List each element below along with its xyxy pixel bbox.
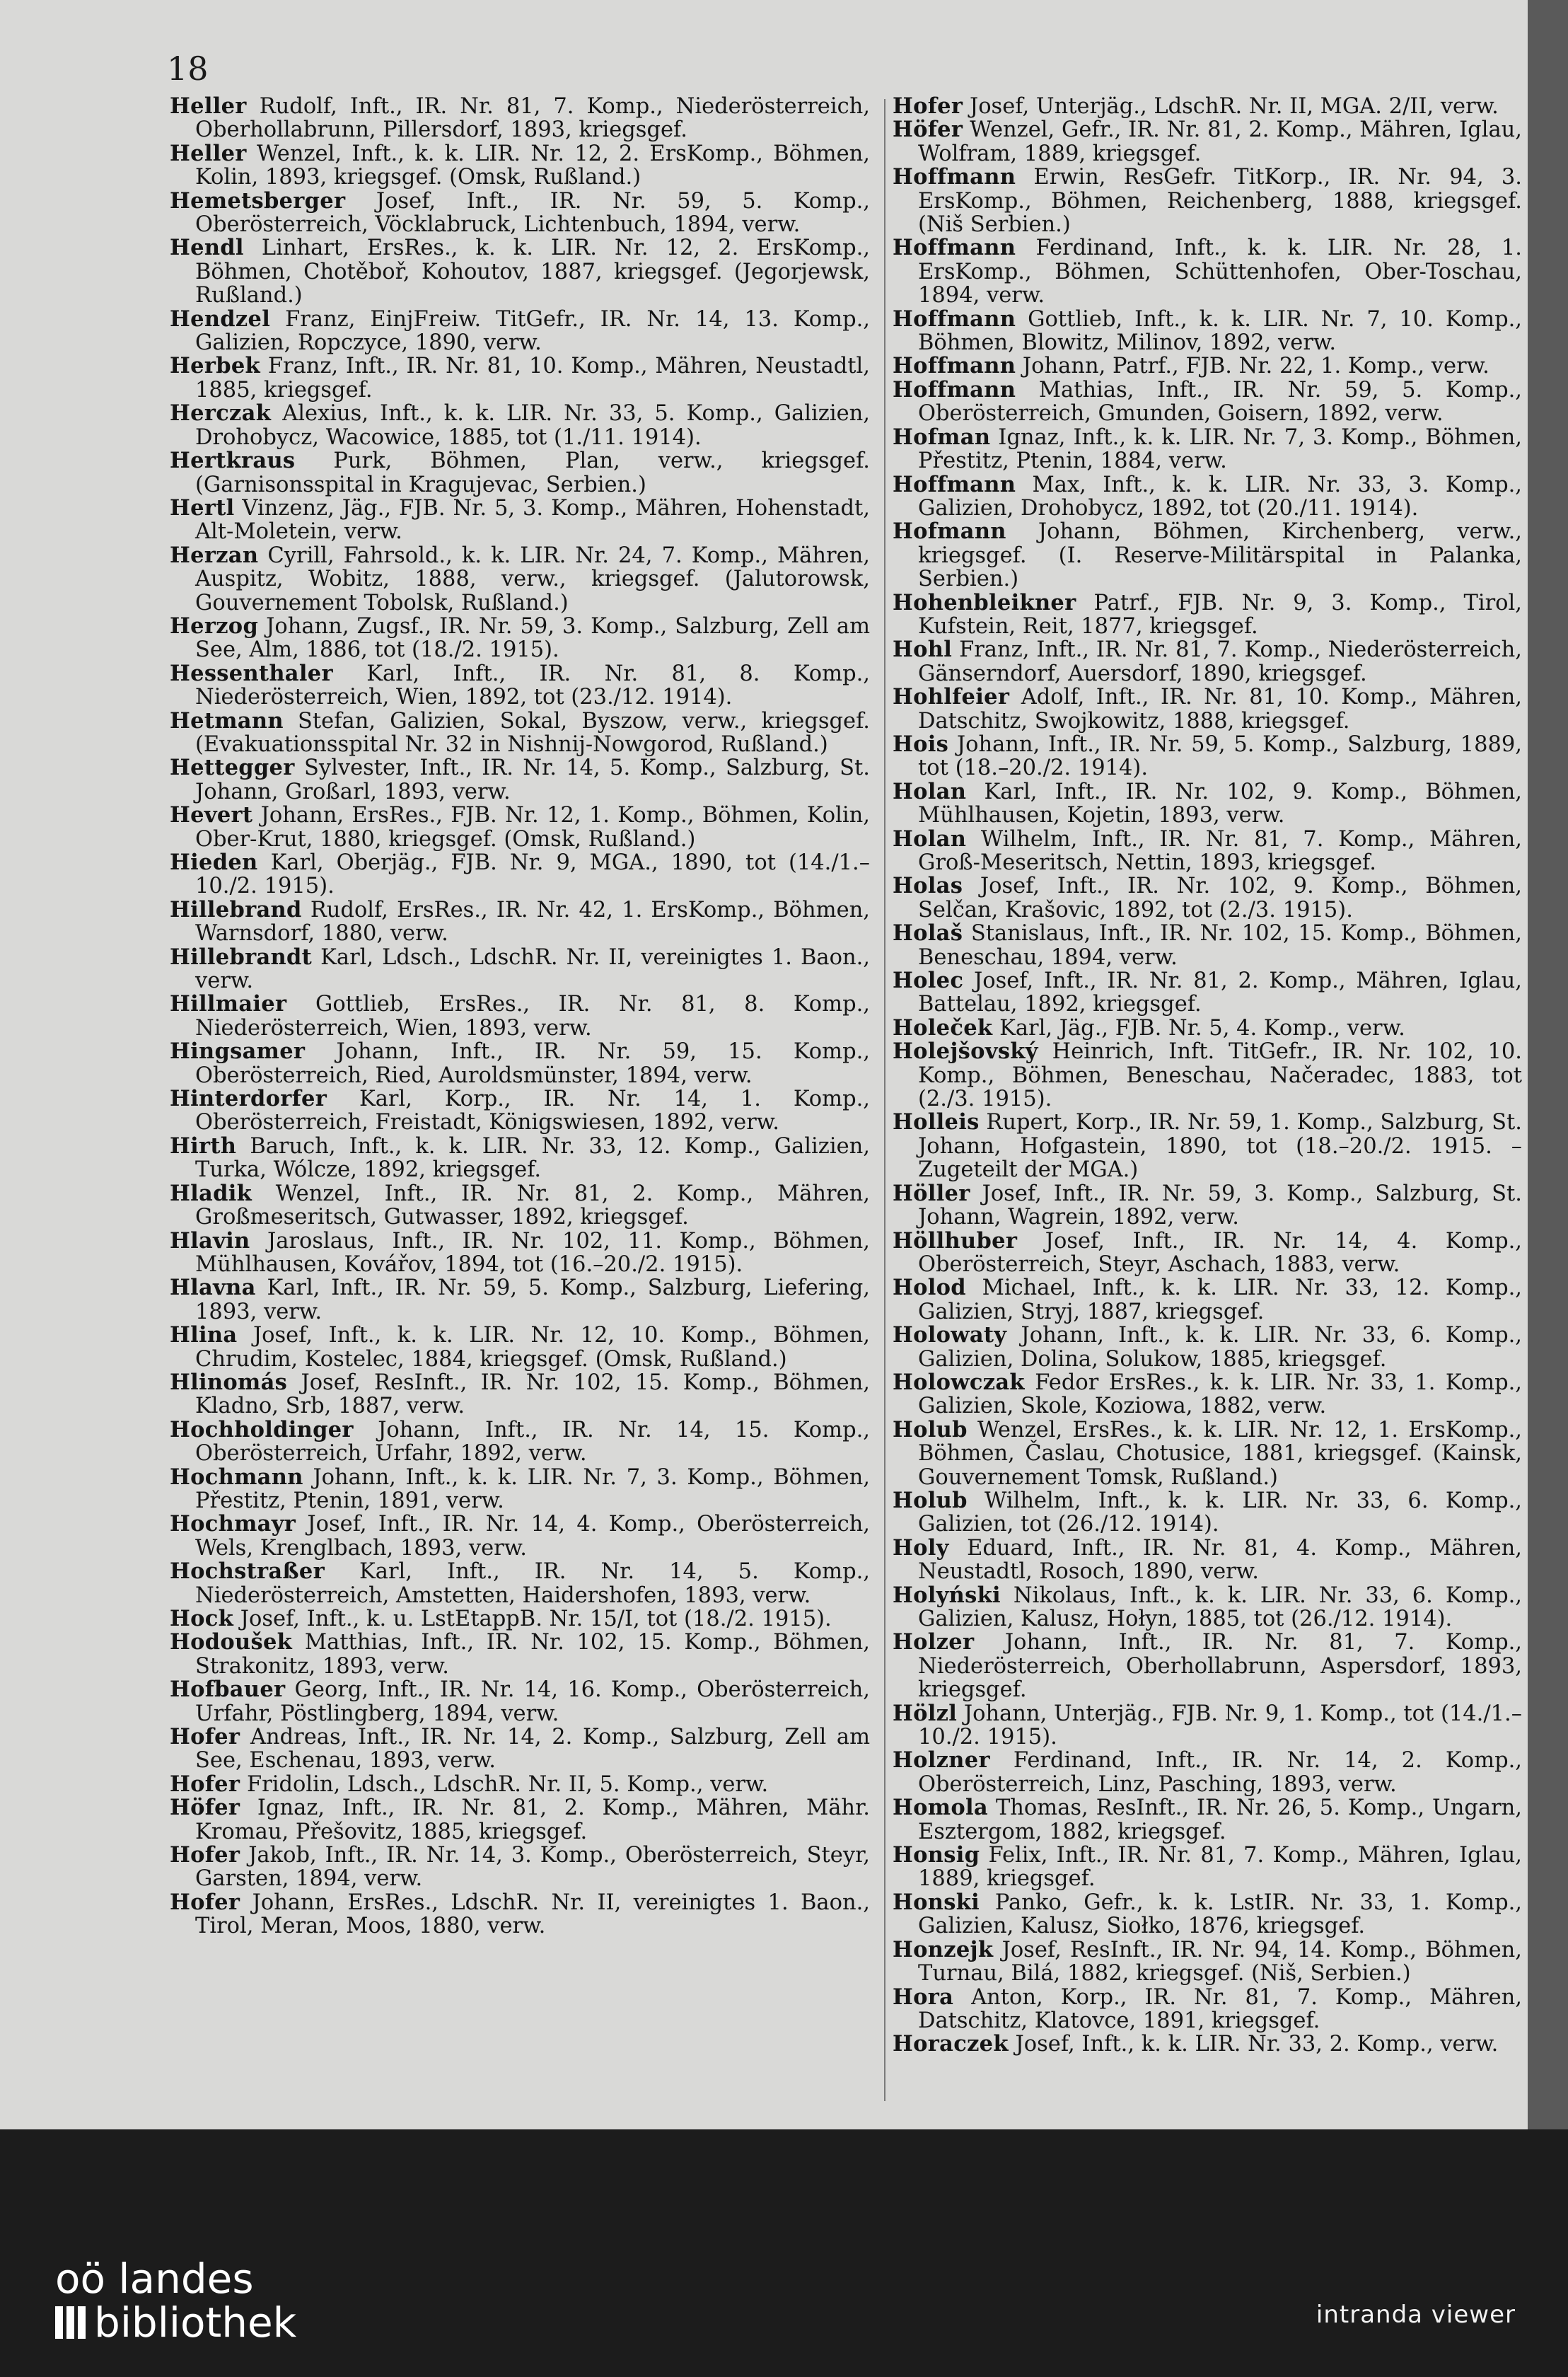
entry-details: Cyrill, Fahrsold., k. k. LIR. Nr. 24, 7. Komp., Mähren, Auspitz, Wobitz, 1888, verw., kriegsgef. (Jalutorowsk, Gouvernement Tobolsk, Rußland.) — [195, 543, 870, 615]
library-logo[interactable] — [55, 2255, 297, 2347]
entry-details: Josef, ResInft., IR. Nr. 102, 15. Komp., Böhmen, Kladno, Srb, 1887, verw. — [195, 1370, 870, 1419]
list-item — [170, 804, 870, 851]
list-item — [170, 1773, 870, 1796]
list-item — [170, 187, 871, 238]
list-item — [170, 851, 870, 898]
list-item — [170, 1844, 870, 1891]
entry-surname: Heller — [170, 140, 247, 166]
list-item — [893, 591, 1522, 639]
list-item — [893, 1584, 1522, 1631]
entry-surname: Hirth — [170, 1133, 237, 1159]
entry-surname: Hlavin — [170, 1227, 250, 1254]
entry-details: Ferdinand, Inft., k. k. LIR. Nr. 28, 1. ErsKomp., Böhmen, Schüttenhofen, Ober-Toschau, 1894, verw. — [918, 236, 1522, 308]
list-item — [170, 1466, 870, 1513]
entry-details: Johann, ErsRes., LdschR. Nr. II, vereinigtes 1. Baon., Tirol, Meran, Moos, 1880, verw. — [195, 1890, 870, 1939]
entry-details: Josef, Inft., k. u. LstEtappB. Nr. 15/I, tot (18./2. 1915). — [240, 1607, 832, 1631]
entry-surname: Hoffmann — [893, 235, 1016, 261]
list-item — [893, 969, 1522, 1017]
entry-details: Wenzel, Inft., IR. Nr. 81, 2. Komp., Mähren, Großmeseritsch, Gutwasser, 1892, kriegsgef. — [195, 1181, 870, 1230]
list-item — [170, 946, 870, 993]
entry-details: Josef, Inft., IR. Nr. 102, 9. Komp., Böhmen, Selčan, Krašovic, 1892, tot (2./3. 1915). — [918, 874, 1523, 923]
list-item — [893, 1111, 1522, 1181]
entry-details: Wilhelm, Inft., k. k. LIR. Nr. 33, 6. Komp., Galizien, tot (26./12. 1914). — [918, 1488, 1522, 1537]
entry-surname: Hölzl — [893, 1700, 958, 1726]
entry-details: Heinrich, Inft. TitGefr., IR. Nr. 102, 10. Komp., Böhmen, Beneschau, Načeradec, 1883, tot (2./3. 1915). — [918, 1039, 1522, 1112]
entry-details: Johann, ErsRes., FJB. Nr. 12, 1. Komp., Böhmen, Kolin, Ober-Krut, 1880, kriegsgef. (Omsk, Rußland.) — [195, 803, 870, 852]
entry-surname: Hofer — [893, 93, 963, 119]
list-item — [893, 1938, 1522, 1986]
entry-details: Josef, Inft., IR. Nr. 14, 4. Komp., Oberösterreich, Wels, Krenglbach, 1893, verw. — [195, 1512, 870, 1561]
entry-surname: Höfer — [893, 117, 963, 143]
entry-surname: Höllhuber — [893, 1227, 1018, 1254]
entry-details: Johann, Böhmen, Kirchenberg, verw., kriegsgef. (I. Reserve-Militärspital in Palanka, Serbien.) — [918, 519, 1522, 592]
entry-details: Ignaz, Inft., IR. Nr. 81, 2. Komp., Mähren, Mähr. Kromau, Přešovitz, 1885, kriegsgef. — [195, 1795, 870, 1844]
entry-surname: Hofer — [170, 1771, 240, 1797]
entry-details: Alexius, Inft., k. k. LIR. Nr. 33, 5. Komp., Galizien, Drohobycz, Wacowice, 1885, tot (1./11. 1914). — [195, 401, 870, 450]
entry-surname: Hillmaier — [170, 991, 287, 1017]
list-item — [170, 1678, 870, 1725]
entry-details: Andreas, Inft., IR. Nr. 14, 2. Komp., Salzburg, Zell am See, Eschenau, 1893, verw. — [195, 1725, 870, 1774]
entry-details: Anton, Korp., IR. Nr. 81, 7. Komp., Mähren, Datschitz, Klatovce, 1891, kriegsgef. — [918, 1984, 1522, 2033]
entry-surname: Hillebrandt — [170, 944, 313, 970]
entry-details: Jaroslaus, Inft., IR. Nr. 102, 11. Komp., Böhmen, Mühlhausen, Kovářov, 1894, tot (16.–20./2. 1915). — [195, 1228, 870, 1277]
entry-surname: Holod — [893, 1275, 966, 1301]
list-item — [170, 1513, 870, 1560]
entry-surname: Hingsamer — [170, 1039, 306, 1065]
entry-surname: Hessenthaler — [170, 660, 333, 686]
entry-details: Josef, Inft., IR. Nr. 59, 3. Komp., Salzburg, St. Johann, Wagrein, 1892, verw. — [918, 1181, 1522, 1230]
entry-details: Thomas, ResInft., IR. Nr. 26, 5. Komp., Ungarn, Esztergom, 1882, kriegsgef. — [918, 1795, 1522, 1844]
list-item — [893, 1891, 1522, 1938]
entry-details: Wenzel, Inft., k. k. LIR. Nr. 12, 2. ErsKomp., Böhmen, Kolin, 1893, kriegsgef. (Omsk, Rußland.) — [195, 141, 870, 190]
entry-details: Ignaz, Inft., k. k. LIR. Nr. 7, 3. Komp., Böhmen, Přestitz, Ptenin, 1884, verw. — [918, 424, 1522, 474]
entry-surname: Hofer — [170, 1724, 240, 1750]
entry-surname: Hochmayr — [170, 1511, 296, 1537]
entry-surname: Hochholdinger — [170, 1416, 354, 1442]
list-item — [893, 236, 1522, 307]
entry-surname: Hora — [893, 1984, 954, 2010]
entry-details: Josef, Inft., k. k. LIR. Nr. 12, 10. Komp., Böhmen, Chrudim, Kostelec, 1884, kriegsgef. (Omsk, Rußland.) — [195, 1323, 870, 1372]
entry-details: Vinzenz, Jäg., FJB. Nr. 5, 3. Komp., Mähren, Hohenstadt, Alt-Moletein, verw. — [195, 495, 870, 545]
entry-details: Johann, Inft., k. k. LIR. Nr. 33, 6. Komp., Galizien, Dolina, Solukow, 1885, kriegsgef. — [918, 1323, 1522, 1372]
list-item — [170, 1135, 870, 1182]
list-item — [170, 1725, 870, 1773]
entry-details: Josef, Inft., k. k. LIR. Nr. 33, 2. Komp., verw. — [1015, 2032, 1499, 2057]
entry-details: Matthias, Inft., IR. Nr. 102, 15. Komp., Böhmen, Strakonitz, 1893, verw. — [195, 1630, 870, 1679]
entry-details: Josef, Unterjäg., LdschR. Nr. II, MGA. 2/II, verw. — [969, 94, 1499, 119]
list-item — [893, 378, 1522, 426]
entry-details: Purk, Böhmen, Plan, verw., kriegsgef. (Garnisonsspital in Kragujevac, Serbien.) — [195, 449, 870, 497]
entry-details: Fridolin, Ldsch., LdschR. Nr. II, 5. Komp., verw. — [246, 1771, 769, 1797]
list-item — [893, 95, 1522, 118]
entry-surname: Hendzel — [170, 306, 271, 332]
entry-details: Johann, Zugsf., IR. Nr. 59, 3. Komp., Salzburg, Zell am See, Alm, 1886, tot (18./2. 1915). — [195, 613, 870, 663]
entry-surname: Hladik — [170, 1180, 252, 1206]
entry-details: Michael, Inft., k. k. LIR. Nr. 33, 12. Komp., Galizien, Stryj, 1887, kriegsgef. — [918, 1276, 1522, 1324]
entry-surname: Hoffmann — [893, 471, 1016, 497]
entry-details: Karl, Korp., IR. Nr. 14, 1. Komp., Oberösterreich, Freistadt, Königswiesen, 1892, verw. — [195, 1087, 870, 1135]
list-item — [893, 1182, 1522, 1230]
list-item — [893, 1796, 1522, 1844]
entry-details: Josef, Inft., IR. Nr. 81, 2. Komp., Mähren, Iglau, Battelau, 1892, kriegsgef. — [918, 968, 1522, 1017]
entry-details: Jakob, Inft., IR. Nr. 14, 3. Komp., Oberösterreich, Steyr, Garsten, 1894, verw. — [195, 1843, 870, 1892]
list-item — [893, 1324, 1522, 1371]
entry-details: Erwin, ResGefr. TitKorp., IR. Nr. 94, 3. ErsKomp., Böhmen, Reichenberg, 1888, kriegsgef. (Niš Serbien.) — [918, 165, 1522, 238]
logo-line-2 — [55, 2298, 297, 2347]
list-item — [170, 1631, 870, 1678]
list-item — [170, 1371, 870, 1418]
entry-details: Rupert, Korp., IR. Nr. 59, 1. Komp., Salzburg, St. Johann, Hofgastein, 1890, tot (18.–20./2. 1915. – Zugeteilt der MGA.) — [918, 1110, 1523, 1183]
entry-details: Franz, Inft., IR. Nr. 81, 10. Komp., Mähren, Neustadtl, 1885, kriegsgef. — [195, 354, 870, 403]
entry-details: Gottlieb, Inft., k. k. LIR. Nr. 7, 10. Komp., Böhmen, Blowitz, Milinov, 1892, verw. — [918, 306, 1523, 356]
list-item — [893, 1227, 1522, 1277]
entry-surname: Hoffmann — [893, 306, 1016, 332]
list-item — [893, 1749, 1522, 1796]
entry-details: Fedor ErsRes., k. k. LIR. Nr. 33, 1. Komp., Galizien, Skole, Koziowa, 1882, verw. — [918, 1370, 1522, 1419]
entry-details: Panko, Gefr., k. k. LstIR. Nr. 33, 1. Komp., Galizien, Kalusz, Siołko, 1876, kriegsgef. — [918, 1890, 1522, 1939]
entry-details: Karl, Inft., IR. Nr. 102, 9. Komp., Böhmen, Mühlhausen, Kojetin, 1893, verw. — [918, 779, 1522, 828]
entry-surname: Holan — [893, 778, 967, 804]
entry-surname: Holzner — [893, 1747, 990, 1774]
list-item — [170, 354, 870, 402]
entry-details: Johann, Unterjäg., FJB. Nr. 9, 1. Komp., tot (14./1.–10./2. 1915). — [918, 1701, 1522, 1750]
entry-surname: Holub — [893, 1416, 968, 1442]
list-item — [893, 1844, 1522, 1891]
entry-surname: Horaczek — [893, 2031, 1009, 2057]
entry-details: Karl, Inft., IR. Nr. 59, 5. Komp., Salzburg, Liefering, 1893, verw. — [195, 1276, 870, 1324]
list-item — [170, 615, 870, 662]
entry-surname: Hochstraßer — [170, 1558, 325, 1585]
entry-surname: Honski — [893, 1889, 980, 1915]
entry-details: Georg, Inft., IR. Nr. 14, 16. Komp., Oberösterreich, Urfahr, Pöstlingberg, 1894, verw. — [195, 1677, 870, 1726]
entry-surname: Holowczak — [893, 1369, 1025, 1395]
list-item — [170, 662, 870, 710]
entry-surname: Herzan — [170, 542, 259, 568]
entry-surname: Hois — [893, 731, 949, 757]
entry-surname: Holaš — [893, 920, 963, 947]
entry-surname: Heller — [170, 93, 247, 119]
entry-surname: Hofman — [893, 424, 991, 450]
list-item — [170, 707, 870, 757]
entry-surname: Herbek — [170, 353, 260, 379]
entry-details: Mathias, Inft., IR. Nr. 59, 5. Komp., Oberösterreich, Gmunden, Goisern, 1892, verw. — [918, 377, 1522, 427]
entry-details: Karl, Ldsch., LdschR. Nr. II, vereinigtes 1. Baon., verw. — [195, 944, 870, 994]
entry-surname: Holec — [893, 968, 964, 994]
list-item — [893, 1986, 1522, 2033]
list-item — [893, 118, 1522, 166]
list-item — [893, 166, 1522, 236]
entry-surname: Hodoušek — [170, 1629, 293, 1655]
list-item — [170, 1227, 870, 1277]
entry-details: Franz, Inft., IR. Nr. 81, 7. Komp., Niederösterreich, Gänserndorf, Auersdorf, 1890, kriegsgef. — [918, 637, 1522, 686]
entry-details: Linhart, ErsRes., k. k. LIR. Nr. 12, 2. ErsKomp., Böhmen, Chotěboř, Kohoutov, 1887, kriegsgef. (Jegorjewsk, Rußland.) — [195, 236, 870, 308]
entry-surname: Höller — [893, 1180, 970, 1206]
logo-line-2-text: bibliothek — [94, 2298, 297, 2347]
list-item — [893, 1418, 1522, 1489]
entry-surname: Herczak — [170, 400, 272, 427]
entry-surname: Holejšovský — [893, 1039, 1038, 1065]
column-divider — [884, 99, 885, 2101]
entry-surname: Hlina — [170, 1322, 238, 1348]
entry-surname: Homola — [893, 1795, 988, 1821]
logo-line-1: oö landes — [55, 2255, 254, 2303]
list-item — [170, 308, 870, 355]
list-item — [170, 898, 870, 946]
entry-surname: Hoffmann — [893, 376, 1016, 403]
list-item — [893, 520, 1522, 591]
list-item — [893, 638, 1522, 686]
entry-surname: Hofmann — [893, 519, 1006, 545]
list-item — [170, 544, 870, 615]
entry-surname: Holan — [893, 826, 967, 852]
entry-details: Karl, Jäg., FJB. Nr. 5, 4. Komp., verw. — [999, 1015, 1405, 1041]
list-item — [893, 2032, 1522, 2056]
entry-details: Josef, Inft., IR. Nr. 59, 5. Komp., Oberösterreich, Vöcklabruck, Lichtenbuch, 1894, verw. — [195, 188, 871, 238]
list-item — [893, 1040, 1522, 1111]
adjacent-page-edge — [1528, 0, 1568, 2129]
entry-details: Nikolaus, Inft., k. k. LIR. Nr. 33, 6. Komp., Galizien, Kalusz, Hołyn, 1885, tot (26./12. 1914). — [918, 1583, 1522, 1631]
entry-details: Patrf., FJB. Nr. 9, 3. Komp., Tirol, Kufstein, Reit, 1877, kriegsgef. — [918, 590, 1522, 639]
list-item — [170, 1560, 870, 1607]
list-item — [893, 1534, 1522, 1585]
entry-surname: Holeček — [893, 1014, 993, 1041]
entry-surname: Herzog — [170, 613, 259, 639]
list-item — [893, 473, 1522, 521]
entry-surname: Hetmann — [170, 707, 284, 734]
entry-surname: Hochmann — [170, 1464, 303, 1490]
entry-surname: Holzer — [893, 1629, 975, 1655]
entry-surname: Holyński — [893, 1582, 1001, 1608]
list-item — [170, 142, 870, 190]
entry-surname: Hohlfeier — [893, 684, 1010, 710]
list-item — [170, 1040, 870, 1087]
entry-details: Baruch, Inft., k. k. LIR. Nr. 33, 12. Komp., Galizien, Turka, Wólcze, 1892, kriegsgef. — [195, 1133, 870, 1183]
entry-details: Josef, ResInft., IR. Nr. 94, 14. Komp., Böhmen, Turnau, Bilá, 1882, kriegsgef. (Niš, Serbien.) — [918, 1937, 1522, 1986]
entry-surname: Hohenbleikner — [893, 589, 1076, 615]
entry-details: Karl, Inft., IR. Nr. 81, 8. Komp., Niederösterreich, Wien, 1892, tot (23./12. 1914). — [195, 661, 870, 710]
entry-surname: Hettegger — [170, 755, 295, 781]
entry-surname: Hofer — [170, 1842, 240, 1868]
list-item — [170, 993, 870, 1040]
entry-details: Ferdinand, Inft., IR. Nr. 14, 2. Komp., Oberösterreich, Linz, Pasching, 1893, verw. — [918, 1748, 1522, 1797]
entry-surname: Hertl — [170, 495, 235, 521]
entry-surname: Hofer — [170, 1889, 240, 1915]
viewer-brand-label: intranda viewer — [1316, 2301, 1516, 2329]
right-column — [893, 95, 1522, 2057]
entry-details: Max, Inft., k. k. LIR. Nr. 33, 3. Komp., Galizien, Drohobycz, 1892, tot (20./11. 1914). — [918, 472, 1522, 521]
entry-details: Josef, Inft., IR. Nr. 14, 4. Komp., Oberösterreich, Steyr, Aschach, 1883, verw. — [918, 1228, 1522, 1277]
list-item — [893, 1276, 1522, 1324]
list-item — [893, 733, 1522, 780]
entry-surname: Hock — [170, 1606, 234, 1631]
entry-surname: Hillebrand — [170, 896, 302, 923]
entry-surname: Hofbauer — [170, 1677, 286, 1703]
entry-surname: Holub — [893, 1487, 968, 1513]
list-item — [893, 1702, 1522, 1750]
entry-details: Stanislaus, Inft., IR. Nr. 102, 15. Komp., Böhmen, Beneschau, 1894, verw. — [918, 921, 1522, 970]
entry-details: Johann, Inft., IR. Nr. 59, 5. Komp., Salzburg, 1889, tot (18.–20./2. 1914). — [918, 731, 1522, 781]
list-item — [170, 497, 870, 544]
list-item — [893, 308, 1522, 355]
entry-details: Rudolf, ErsRes., IR. Nr. 42, 1. ErsKomp., Böhmen, Warnsdorf, 1880, verw. — [195, 897, 870, 947]
entry-details: Wilhelm, Inft., IR. Nr. 81, 7. Komp., Mähren, Groß-Meseritsch, Nettin, 1893, kriegsgef. — [918, 826, 1522, 875]
entry-details: Stefan, Galizien, Sokal, Byszow, verw., kriegsgef. (Evakuationsspital Nr. 32 in Nishnij-Nowgorod, Rußland.) — [195, 708, 870, 757]
list-item — [893, 686, 1522, 733]
list-item — [170, 1607, 870, 1631]
entry-details: Johann, Inft., IR. Nr. 14, 15. Komp., Oberösterreich, Urfahr, 1892, verw. — [195, 1417, 870, 1467]
list-item — [170, 449, 870, 497]
page-number: 18 — [167, 50, 209, 88]
list-item — [170, 1891, 870, 1938]
list-item — [893, 828, 1522, 875]
entry-surname: Honsig — [893, 1842, 980, 1868]
entry-details: Wenzel, Gefr., IR. Nr. 81, 2. Komp., Mähren, Iglau, Wolfram, 1889, kriegsgef. — [918, 117, 1522, 166]
list-item — [170, 402, 870, 449]
list-item — [893, 1489, 1522, 1537]
entry-details: Karl, Inft., IR. Nr. 14, 5. Komp., Niederösterreich, Amstetten, Haidershofen, 1893, verw. — [195, 1559, 870, 1608]
entry-details: Eduard, Inft., IR. Nr. 81, 4. Komp., Mähren, Neustadtl, Rosoch, 1890, verw. — [918, 1535, 1522, 1585]
entry-surname: Hlinomás — [170, 1369, 288, 1395]
entry-details: Rudolf, Inft., IR. Nr. 81, 7. Komp., Niederösterreich, Oberhollabrunn, Pillersdorf, 1893, kriegsgef. — [195, 94, 870, 143]
list-item — [170, 1182, 870, 1230]
logo-bars-icon — [55, 2306, 86, 2339]
list-item — [170, 236, 870, 307]
entry-details: Johann, Inft., IR. Nr. 59, 15. Komp., Oberösterreich, Ried, Auroldsmünster, 1894, verw. — [195, 1039, 870, 1088]
entry-details: Karl, Oberjäg., FJB. Nr. 9, MGA., 1890, tot (14./1.–10./2. 1915). — [195, 850, 870, 899]
entry-surname: Hemetsberger — [170, 187, 346, 214]
list-item — [170, 1418, 870, 1466]
entry-details: Felix, Inft., IR. Nr. 81, 7. Komp., Mähren, Iglau, 1889, kriegsgef. — [918, 1843, 1522, 1892]
entry-surname: Honzejk — [893, 1936, 994, 1962]
entry-surname: Hoffmann — [893, 164, 1016, 190]
entry-surname: Hohl — [893, 637, 953, 663]
entry-details: Adolf, Inft., IR. Nr. 81, 10. Komp., Mähren, Datschitz, Swojkowitz, 1888, kriegsgef. — [918, 685, 1522, 734]
list-item — [170, 1087, 870, 1135]
list-item — [893, 922, 1522, 969]
entry-details: Johann, Patrf., FJB. Nr. 22, 1. Komp., verw. — [1022, 354, 1489, 379]
list-item — [170, 1276, 870, 1324]
list-item — [170, 756, 870, 804]
entry-surname: Hertkraus — [170, 448, 296, 474]
entry-surname: Hieden — [170, 850, 258, 875]
entry-details: Sylvester, Inft., IR. Nr. 14, 5. Komp., Salzburg, St. Johann, Großarl, 1893, verw. — [195, 756, 870, 804]
entry-details: Johann, Inft., IR. Nr. 81, 7. Komp., Niederösterreich, Oberhollabrunn, Aspersdorf, 1893, kriegsgef. — [918, 1630, 1522, 1703]
entry-details: Johann, Inft., k. k. LIR. Nr. 7, 3. Komp., Böhmen, Přestitz, Ptenin, 1891, verw. — [195, 1464, 870, 1513]
list-item — [170, 1796, 870, 1844]
entry-surname: Hendl — [170, 235, 244, 261]
list-item — [170, 1324, 870, 1371]
list-item — [893, 354, 1522, 378]
list-item — [893, 1014, 1522, 1041]
list-item — [893, 874, 1522, 922]
entry-surname: Hinterdorfer — [170, 1086, 327, 1112]
left-column — [170, 95, 870, 1938]
list-item — [893, 1631, 1522, 1701]
entry-surname: Hoffmann — [893, 353, 1016, 379]
entry-surname: Holleis — [893, 1109, 980, 1135]
entry-details: Gottlieb, ErsRes., IR. Nr. 81, 8. Komp., Niederösterreich, Wien, 1893, verw. — [195, 992, 870, 1041]
list-item — [893, 426, 1522, 473]
list-item — [893, 1371, 1522, 1418]
entry-surname: Holowaty — [893, 1322, 1007, 1348]
entry-details: Wenzel, ErsRes., k. k. LIR. Nr. 12, 1. ErsKomp., Böhmen, Časlau, Chotusice, 1881, kriegsgef. (Kainsk, Gouvernement Tomsk, Rußland.) — [918, 1417, 1522, 1490]
entry-details: Franz, EinjFreiw. TitGefr., IR. Nr. 14, 13. Komp., Galizien, Ropczyce, 1890, verw. — [195, 306, 870, 356]
entry-surname: Holy — [893, 1534, 949, 1561]
list-item — [170, 95, 870, 142]
list-item — [893, 780, 1522, 828]
entry-surname: Höfer — [170, 1795, 240, 1821]
entry-surname: Holas — [893, 873, 963, 899]
entry-surname: Hevert — [170, 802, 253, 828]
entry-surname: Hlavna — [170, 1275, 256, 1301]
